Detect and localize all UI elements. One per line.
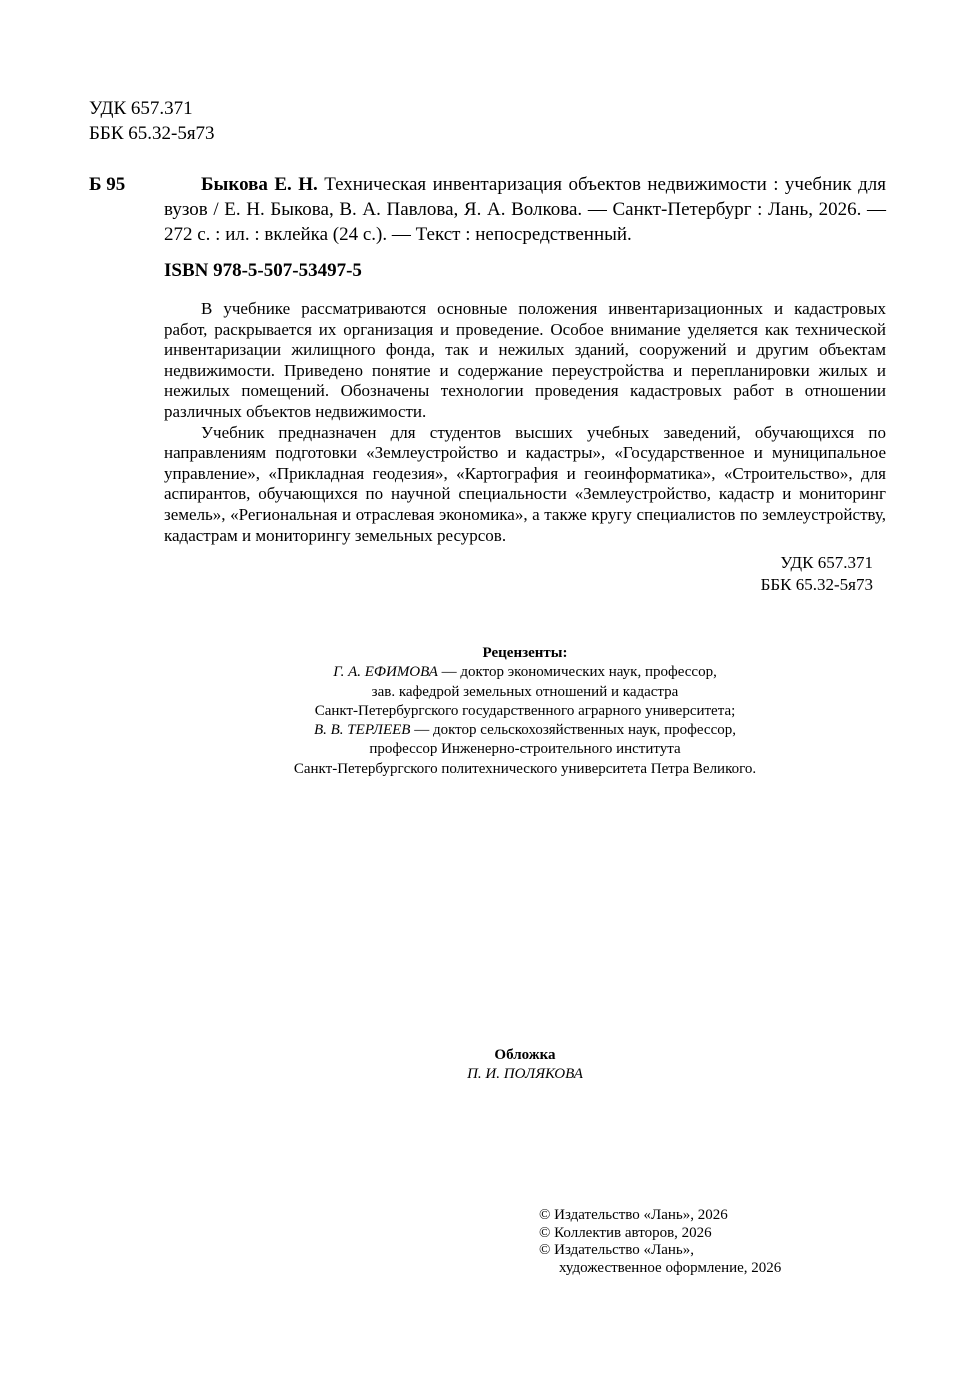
abstract xyxy=(164,299,886,546)
reviewer-1-line-1: Г. А. ЕФИМОВА — доктор экономических наук, профессор, xyxy=(333,664,717,681)
udk-block-top xyxy=(89,96,215,146)
copyright-line-4: художественное оформление, 2026 xyxy=(559,1259,782,1276)
copyright-line-1: © Издательство «Лань», 2026 xyxy=(539,1207,728,1223)
bbk-code: ББК 65.32-5я73 xyxy=(89,123,215,144)
author-sign: Б 95 xyxy=(89,174,126,195)
reviewers-block xyxy=(164,644,886,779)
abstract-paragraph-1: В учебнике рассматриваются основные положения инвентаризационных и кадастровых работ, раскрывается их организация и проведение. Особое внимание уделяется как технической инвентаризации жилищного фонда, так и нежилых зданий, сооружений и другим объектам недвижимости. Приведено понятие и содержание переустройства и перепланировки жилых и нежилых помещений. Обозначены технологии проведения кадастровых работ в отношении различных объектов недвижимости. xyxy=(164,299,886,421)
bbk-code-bottom: ББК 65.32-5я73 xyxy=(760,575,873,594)
reviewers-heading: Рецензенты: xyxy=(482,645,568,661)
reviewer-2-line-1: В. В. ТЕРЛЕЕВ — доктор сельскохозяйственных наук, профессор, xyxy=(313,722,736,739)
cover-designer: П. И. ПОЛЯКОВА xyxy=(467,1066,583,1082)
reviewer-1-line-2: зав. кафедрой земельных отношений и кадастра xyxy=(371,683,679,700)
reviewer-1-name: Г. А. ЕФИМОВА xyxy=(333,664,438,681)
reviewer-1-line-3: Санкт-Петербургского государственного аграрного университета; xyxy=(314,702,736,719)
reviewer-2-line-3: Санкт-Петербургского политехнического университета Петра Великого. xyxy=(293,760,757,777)
abstract-paragraph-2: Учебник предназначен для студентов высших учебных заведений, обучающихся по направлениям подготовки «Землеустройство и кадастры», «Государственное и муниципальное управление», «Прикладная геодезия», «Картография и геоинформатика», «Строительство», для аспирантов, обучающихся по научной специальности «Землеустройство, кадастр и мониторинг земель», «Региональная и отраслевая экономика», а также кругу специалистов по землеустройству, кадастрам и мониторингу земельных ресурсов. xyxy=(164,422,886,545)
copyright-block xyxy=(539,1207,781,1277)
udk-code: УДК 657.371 xyxy=(89,98,193,119)
copyright-line-3: © Издательство «Лань», xyxy=(539,1242,694,1258)
isbn: ISBN 978-5-507-53497-5 xyxy=(164,260,362,281)
cover-heading: Обложка xyxy=(494,1047,556,1063)
entry-author: Быкова Е. Н. xyxy=(201,174,318,195)
udk-code-bottom: УДК 657.371 xyxy=(780,553,873,572)
entry-description: Техническая инвентаризация объектов недвижимости : учебник для вузов / Е. Н. Быкова, В. А. Павлова, Я. А. Волкова. — Санкт-Петербург : Лань, 2026. — 272 с. : ил. : вклейка (24 с.). — Текст : непосредственный. xyxy=(164,174,886,245)
udk-block-bottom xyxy=(761,552,873,596)
bibliographic-entry xyxy=(164,172,886,247)
reviewer-2-name: В. В. ТЕРЛЕЕВ xyxy=(313,722,411,739)
cover-credit xyxy=(164,1046,886,1084)
copyright-line-2: © Коллектив авторов, 2026 xyxy=(539,1224,712,1241)
reviewer-2-line-2: профессор Инженерно-строительного института xyxy=(369,741,681,758)
